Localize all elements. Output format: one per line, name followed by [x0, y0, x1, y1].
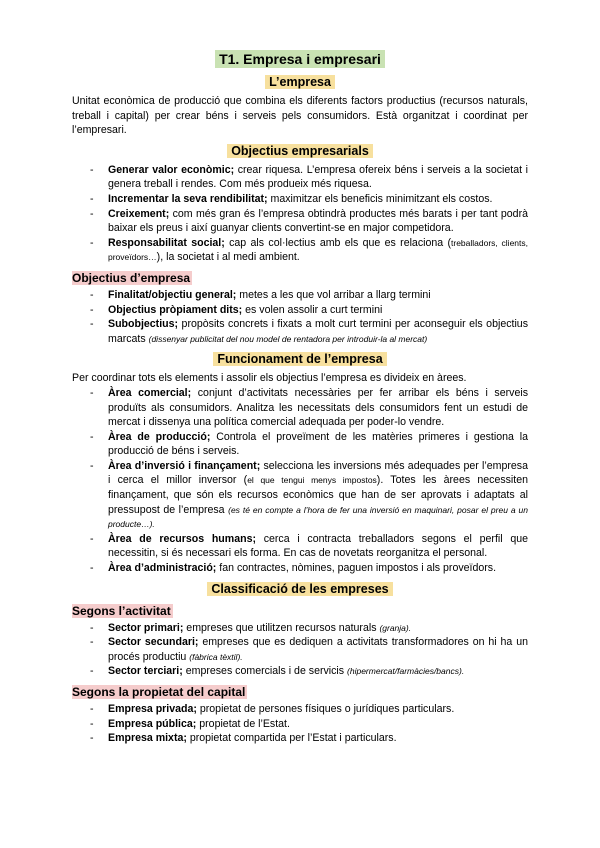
list-item: - Incrementar la seva rendibilitat; maximitzar els beneficis minimitzant els costos. — [72, 192, 528, 207]
heading-objectius-empresa: Objectius d’empresa — [72, 270, 191, 285]
heading-classificacio: Classificació de les empreses — [72, 581, 528, 598]
heading-empresa: L’empresa — [72, 74, 528, 91]
list-item: - Finalitat/objectiu general; metes a les que vol arribar a llarg termini — [72, 288, 528, 303]
objectius-empresa-list — [72, 288, 528, 346]
list-item: - Generar valor econòmic; crear riquesa. L’empresa ofereix béns i serveis a la societat i genera treball i rendes. Com més produeix més riquesa. — [72, 163, 528, 192]
capital-list — [72, 702, 528, 746]
document-title: T1. Empresa i empresari — [72, 50, 528, 68]
list-item: - Subobjectius; propòsits concrets i fixats a molt curt termini per aconseguir els objectius marcats (dissenyar publicitat del nou model de rentadora per introduir-la al mercat) — [72, 317, 528, 346]
list-item: - Àrea de recursos humans; cerca i contracta treballadors segons el perfil que necessitin, si és necessari els forma. En cas de novetats reorganitza el personal. — [72, 532, 528, 561]
heading-segons-capital: Segons la propietat del capital — [72, 685, 246, 699]
list-item: - Àrea de producció; Controla el proveïment de les matèries primeres i gestiona la producció de béns i serveis. — [72, 430, 528, 459]
arees-list — [72, 386, 528, 576]
list-item: - Creixement; com més gran és l’empresa obtindrà productes més barats i per tant podrà baixar els preus i així guanyar clients convertint-se en major competidora. — [72, 207, 528, 236]
heading-objectius-empresarials: Objectius empresarials — [72, 143, 528, 160]
list-item: - Sector secundari; empreses que es dediquen a activitats transformadores on hi ha un procés productiu (fàbrica tèxtil). — [72, 635, 528, 664]
funcionament-intro: Per coordinar tots els elements i assolir els objectius l’empresa es divideix en àrees. — [72, 372, 467, 385]
list-item: - Objectius pròpiament dits; es volen assolir a curt termini — [72, 303, 528, 318]
list-item: - Àrea d’administració; fan contractes, nòmines, paguen impostos i als proveïdors. — [72, 561, 528, 576]
list-item: - Empresa privada; propietat de persones físiques o jurídiques particulars. — [72, 702, 528, 717]
sectors-list — [72, 621, 528, 679]
list-item: - Àrea comercial; conjunt d’activitats necessàries per fer arribar els béns i serveis produïts als consumidors. Analitza les necessitats dels consumidors fent un estudi de mercat i dissenya una política comercial adequada per poder-lo vendre. — [72, 386, 528, 430]
objectius-empresarials-list — [72, 163, 528, 265]
empresa-definition: Unitat econòmica de producció que combina els diferents factors productius (recursos naturals, treball i capital) per crear béns i serveis pels consumidors. Està organitzat i coordinat per l’empresari. — [72, 95, 528, 137]
heading-segons-activitat: Segons l’activitat — [72, 603, 171, 618]
heading-funcionament: Funcionament de l’empresa — [72, 351, 528, 368]
list-item: - Responsabilitat social; cap als col·lectius amb els que es relaciona (treballadors, clients, proveïdors…), la societat i al medi ambient. — [72, 236, 528, 265]
list-item: - Empresa pública; propietat de l’Estat. — [72, 717, 528, 732]
document-content — [72, 50, 528, 746]
list-item: - Sector primari; empreses que utilitzen recursos naturals (granja). — [72, 621, 528, 636]
list-item: - Àrea d’inversió i finançament; selecciona les inversions més adequades per l’empresa i cerca el millor inversor (el que tengui menys impostos). Totes les àrees necessiten finançament, que són els recursos econòmics que han de ser aprovats i adaptats al pressupost de l’empresa (es té en compte a l’hora de fer una inversió en maquinari, posar el preu a un producte…). — [72, 459, 528, 532]
list-item: - Empresa mixta; propietat compartida per l’Estat i particulars. — [72, 731, 528, 746]
list-item: - Sector terciari; empreses comercials i de servicis (hipermercat/farmàcies/bancs). — [72, 664, 528, 679]
